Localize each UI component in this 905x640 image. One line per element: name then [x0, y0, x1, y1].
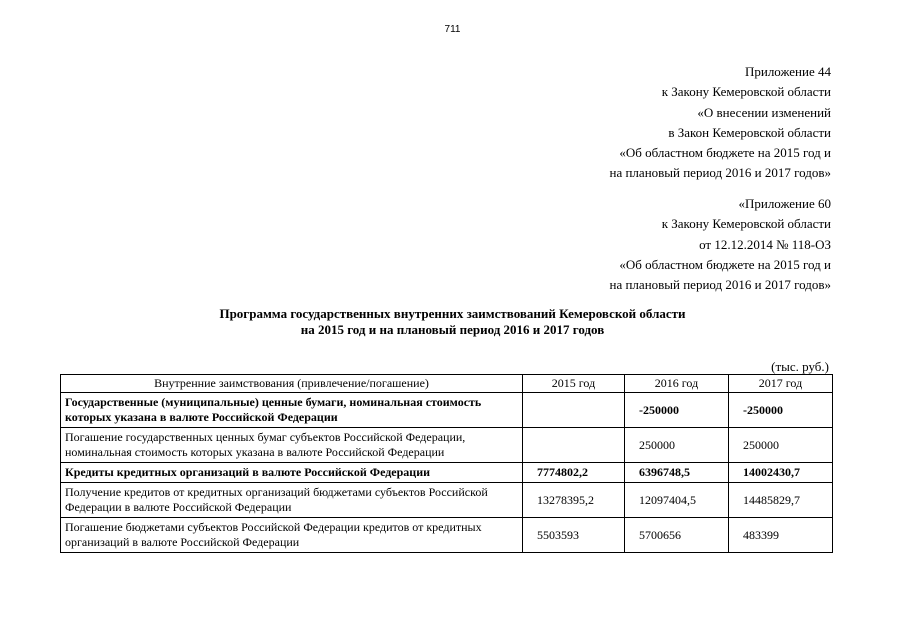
cell-2017: 250000	[729, 428, 833, 463]
table-row	[61, 463, 833, 483]
page-number: 711	[444, 24, 461, 35]
row-name: Получение кредитов от кредитных организаций бюджетами субъектов Российской Федерации в валюте Российской Федерации	[61, 483, 523, 518]
cell-2017: 483399	[729, 518, 833, 553]
appendix-line: к Закону Кемеровской области	[661, 216, 831, 232]
appendix-line: Приложение 44	[744, 64, 831, 79]
table-row	[61, 518, 833, 553]
cell-2017: -250000	[729, 393, 833, 428]
appendix-line: к Закону Кемеровской области	[661, 84, 831, 100]
appendix-line: на плановый период 2016 и 2017 годов»	[609, 277, 831, 293]
column-header: 2015 год	[523, 375, 625, 393]
cell-2015	[523, 393, 625, 428]
title-line-2: на 2015 год и на плановый период 2016 и 2017 годов	[300, 322, 605, 337]
column-header: 2017 год	[729, 375, 833, 393]
row-name: Государственные (муниципальные) ценные бумаги, номинальная стоимость которых указана в валюте Российской Федерации	[61, 393, 523, 428]
cell-2016: 12097404,5	[625, 483, 729, 518]
table-row	[61, 393, 833, 428]
title-line-1: Программа государственных внутренних заимствований Кемеровской области	[219, 306, 686, 321]
cell-2017: 14002430,7	[729, 463, 833, 483]
cell-2016: 5700656	[625, 518, 729, 553]
cell-2015: 13278395,2	[523, 483, 625, 518]
document-title	[0, 306, 905, 338]
appendix-line: от 12.12.2014 № 118-ОЗ	[699, 236, 831, 252]
cell-2015: 7774802,2	[523, 463, 625, 483]
cell-2015	[523, 428, 625, 463]
cell-2015: 5503593	[523, 518, 625, 553]
cell-2016: 6396748,5	[625, 463, 729, 483]
borrowing-table	[60, 374, 833, 553]
appendix-line: «Об областном бюджете на 2015 год и	[619, 145, 831, 161]
cell-2016: 250000	[625, 428, 729, 463]
table-header-row	[61, 375, 833, 393]
column-header: Внутренние заимствования (привлечение/погашение)	[61, 375, 523, 393]
appendix-60-header	[610, 194, 832, 295]
appendix-line: «Приложение 60	[738, 196, 831, 211]
table-row	[61, 428, 833, 463]
row-name: Погашение государственных ценных бумаг субъектов Российской Федерации, номинальная стоимость которых указана в валюте Российской Федерации	[61, 428, 523, 463]
appendix-44-header	[610, 62, 832, 184]
column-header: 2016 год	[625, 375, 729, 393]
appendix-line: на плановый период 2016 и 2017 годов»	[609, 165, 831, 181]
units-label: (тыс. руб.)	[771, 359, 829, 374]
row-name: Кредиты кредитных организаций в валюте Российской Федерации	[61, 463, 523, 483]
row-name: Погашение бюджетами субъектов Российской Федерации кредитов от кредитных организаций в валюте Российской Федерации	[61, 518, 523, 553]
appendix-line: «О внесении изменений	[697, 104, 831, 120]
table-row	[61, 483, 833, 518]
appendix-line: в Закон Кемеровской области	[668, 124, 831, 140]
appendix-line: «Об областном бюджете на 2015 год и	[619, 256, 831, 272]
cell-2017: 14485829,7	[729, 483, 833, 518]
cell-2016: -250000	[625, 393, 729, 428]
